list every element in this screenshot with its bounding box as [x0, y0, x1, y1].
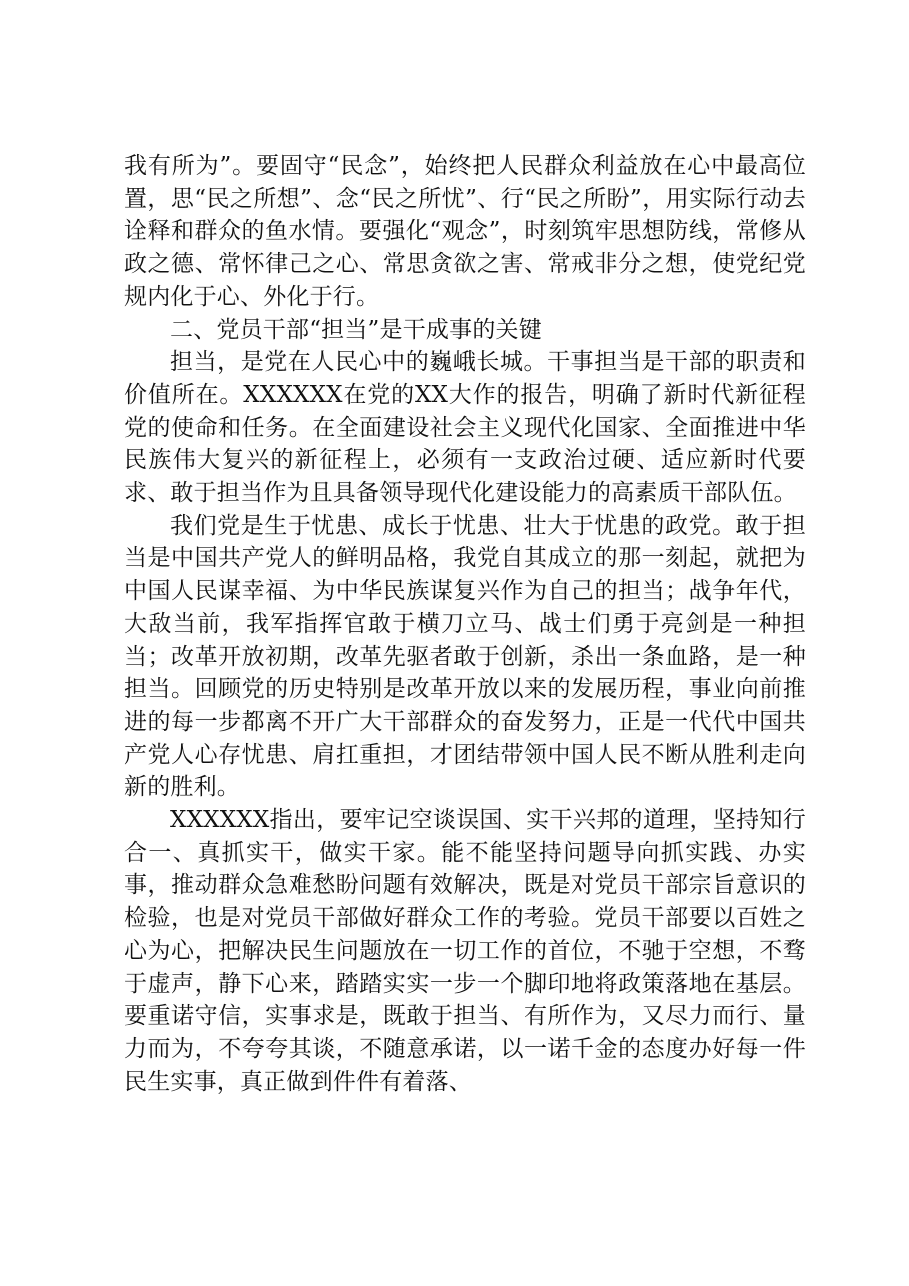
document-page — [124, 150, 806, 1098]
paragraph-responsibility: 担当，是党在人民心中的巍峨长城。干事担当是干部的职责和价值所在。XXXXXX在党的XX大作的报告，明确了新时代新征程党的使命和任务。在全面建设社会主义现代化国家、全面推进中华民族伟大复兴的新征程上，必须有一支政治过硬、适应新时代要求、敢于担当作为且具备领导现代化建设能力的高素质干部队伍。 — [124, 349, 806, 507]
section-heading: 二、党员干部“担当”是干成事的关键 — [170, 316, 542, 343]
paragraph-practical-work: XXXXXX指出，要牢记空谈误国、实干兴邦的道理，坚持知行合一、真抓实干，做实干家。能不能坚持问题导向抓实践、办实事，推动群众急难愁盼问题有效解决，既是对党员干部宗旨意识的检验，也是对党员干部做好群众工作的考验。党员干部要以百姓之心为心，把解决民生问题放在一切工作的首位，不驰于空想，不骛于虚声，静下心来，踏踏实实一步一个脚印地将政策落地在基层。要重诺守信，实事求是，既敢于担当、有所作为，又尽力而行、量力而为，不夸夸其谈，不随意承诺，以一诺千金的态度办好每一件民生实事，真正做到件件有着落、 — [124, 807, 806, 1095]
paragraph-party-history: 我们党是生于忧患、成长于忧患、壮大于忧患的政党。敢于担当是中国共产党人的鲜明品格，我党自其成立的那一刻起，就把为中国人民谋幸福、为中华民族谋复兴作为自己的担当；战争年代，大敌当前，我军指挥官敢于横刀立马、战士们勇于亮剑是一种担当；改革开放初期，改革先驱者敢于创新，杀出一条血路，是一种担当。回顾党的历史特别是改革开放以来的发展历程，事业向前推进的每一步都离不开广大干部群众的奋发努力，正是一代代中国共产党人心存忧患、肩扛重担，才团结带领中国人民不断从胜利走向新的胜利。 — [124, 512, 806, 801]
paragraph-continuation: 我有所为”。要固守“民念”，始终把人民群众利益放在心中最高位置，思“民之所想”、念“民之所忧”、行“民之所盼”，用实际行动去诠释和群众的鱼水情。要强化“观念”，时刻筑牢思想防线，常修从政之德、常怀律己之心、常思贪欲之害、常戒非分之想，使党纪党规内化于心、外化于行。 — [124, 153, 806, 310]
